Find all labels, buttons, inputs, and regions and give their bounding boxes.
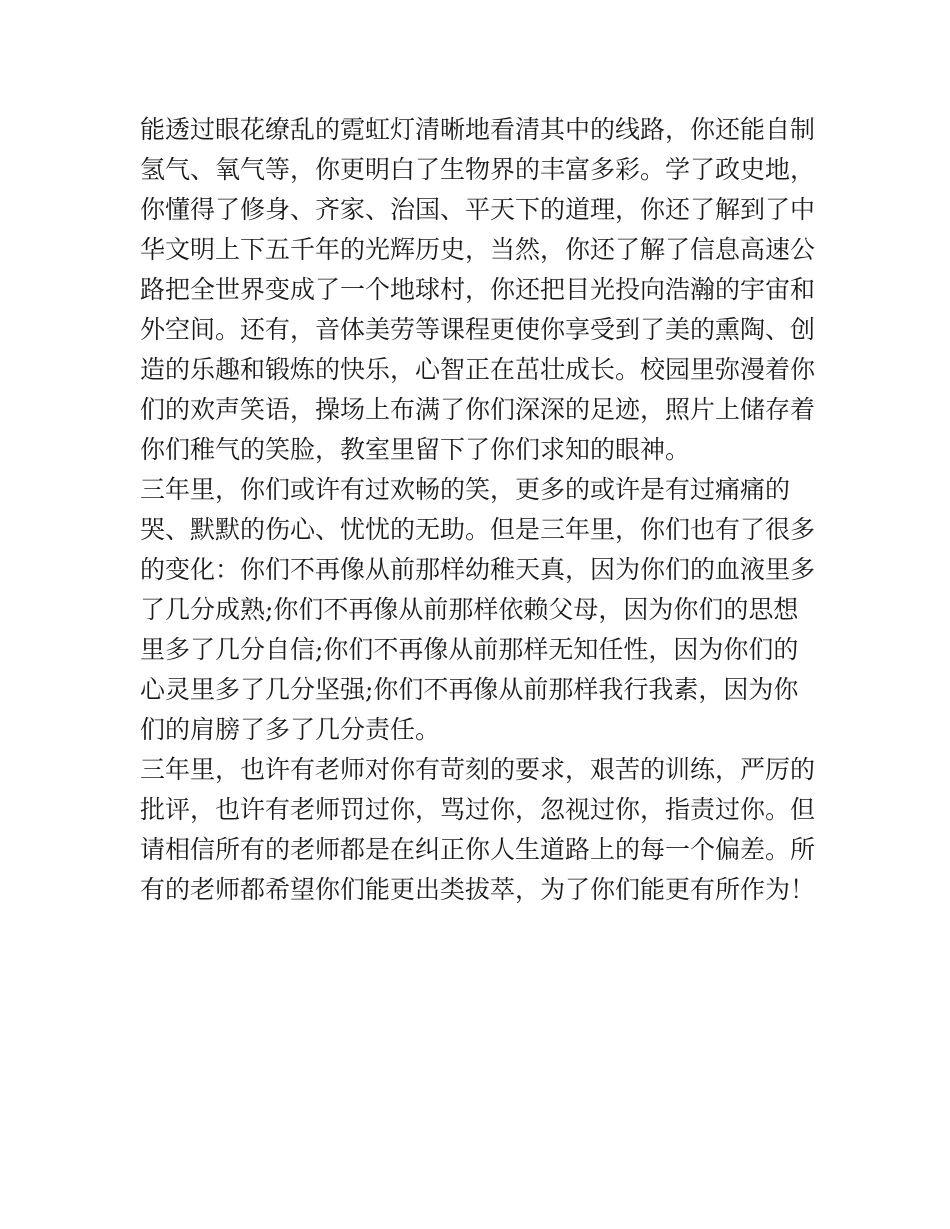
- text-line: 华文明上下五千年的光辉历史，当然，你还了解了信息高速公: [140, 235, 816, 264]
- text-line: 里多了几分自信;你们不再像从前那样无知任性，因为你们的: [140, 635, 799, 664]
- text-line: 造的乐趣和锻炼的快乐，心智正在茁壮成长。校园里弥漫着你: [140, 355, 816, 384]
- text-line: 能透过眼花缭乱的霓虹灯清晰地看清其中的线路，你还能自制: [140, 115, 816, 144]
- text-line: 你们稚气的笑脸，教室里留下了你们求知的眼神。: [140, 435, 691, 464]
- document-body: [140, 110, 820, 910]
- text-line: 有的老师都希望你们能更出类拔萃，为了你们能更有所作为！: [140, 875, 816, 904]
- text-line: 请相信所有的老师都是在纠正你人生道路上的每一个偏差。所: [140, 835, 816, 864]
- text-line: 外空间。还有，音体美劳等课程更使你享受到了美的熏陶、创: [140, 315, 816, 344]
- paragraph-2: [140, 470, 820, 750]
- text-line: 你懂得了修身、齐家、治国、平天下的道理，你还了解到了中: [140, 195, 816, 224]
- text-line: 心灵里多了几分坚强;你们不再像从前那样我行我素，因为你: [140, 675, 799, 704]
- text-line: 哭、默默的伤心、忧忧的无助。但是三年里，你们也有了很多: [140, 515, 816, 544]
- text-line: 路把全世界变成了一个地球村，你还把目光投向浩瀚的宇宙和: [140, 275, 816, 304]
- text-line: 们的欢声笑语，操场上布满了你们深深的足迹，照片上储存着: [140, 395, 816, 424]
- text-line: 了几分成熟;你们不再像从前那样依赖父母，因为你们的思想: [140, 595, 799, 624]
- paragraph-3: [140, 750, 820, 910]
- text-line: 的变化：你们不再像从前那样幼稚天真，因为你们的血液里多: [140, 555, 816, 584]
- text-line: 三年里，也许有老师对你有苛刻的要求，艰苦的训练，严厉的: [140, 755, 816, 784]
- text-line: 们的肩膀了多了几分责任。: [140, 715, 441, 744]
- paragraph-1: [140, 110, 820, 470]
- text-line: 氢气、氧气等，你更明白了生物界的丰富多彩。学了政史地，: [140, 155, 816, 184]
- text-line: 三年里，你们或许有过欢畅的笑，更多的或许是有过痛痛的: [140, 475, 791, 504]
- text-line: 批评，也许有老师罚过你，骂过你，忽视过你，指责过你。但: [140, 795, 816, 824]
